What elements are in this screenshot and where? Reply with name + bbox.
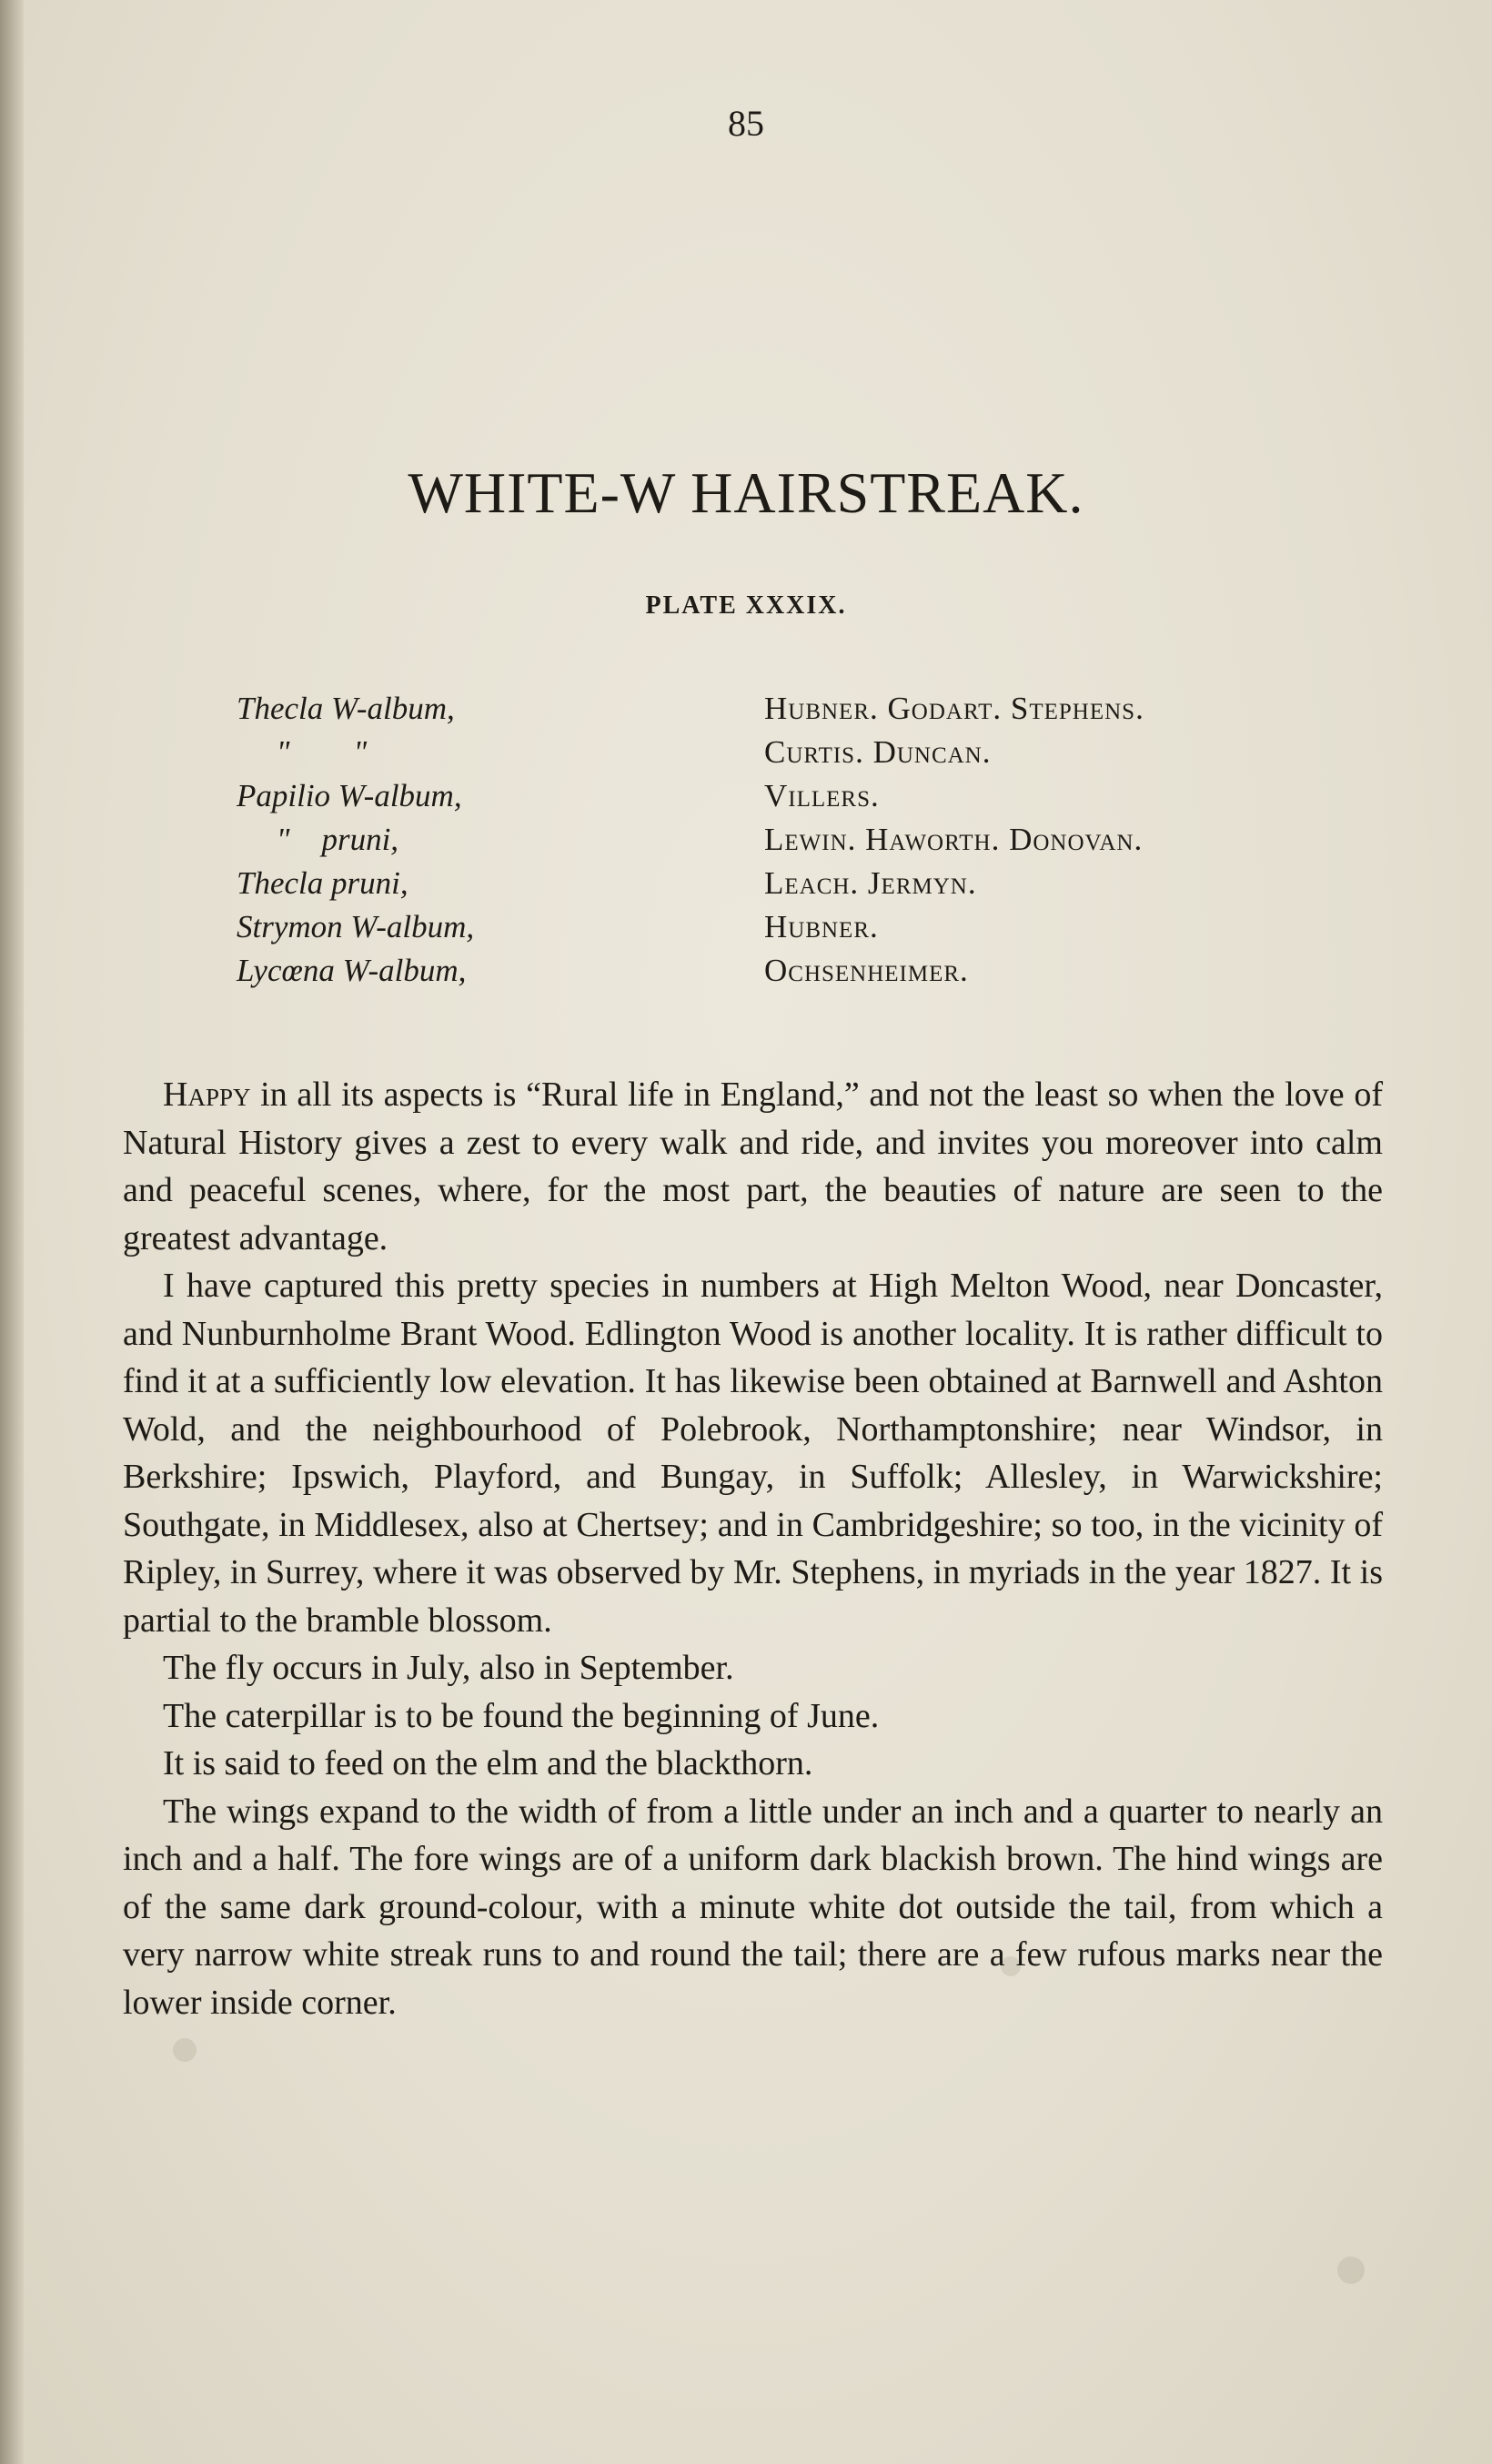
synonym-authorities: Villers. bbox=[764, 778, 880, 813]
paragraph-intro bbox=[123, 1071, 1383, 1262]
synonym-name: Thecla W-album, bbox=[237, 691, 455, 726]
paragraph-description: The wings expand to the width of from a little under an inch and a quarter to nearly an inch and a half. The fore wings are of a uniform dark blackish brown. The hind wings are of the same dark ground-colour, with a minute white dot outside the tail, from which a very narrow white streak runs to and round the tail; there are a few rufous marks near the lower inside corner. bbox=[123, 1792, 1383, 2022]
paragraph-localities: I have captured this pretty species in numbers at High Melton Wood, near Doncaster, and Nunburnholme Brant Wood. Edlington Wood is another locality. It is rather difficult to find it at a sufficiently low elevation. It has likewise been obtained at Barnwell and Ashton Wold, and the neighbourhood of Polebrook, Northamptonshire; near Windsor, in Berkshire; Ipswich, Playford, and Bungay, in Suffolk; Allesley, in Warwickshire; Southgate, in Middlesex, also at Chertsey; and in Cambridgeshire; so too, in the vicinity of Ripley, in Surrey, where it was observed by Mr. Stephens, in myriads in the year 1827. It is partial to the bramble blossom. bbox=[123, 1267, 1383, 1640]
foxing-spot bbox=[173, 2038, 197, 2062]
synonym-authorities: Leach. Jermyn. bbox=[764, 865, 977, 901]
synonym-authorities: Curtis. Duncan. bbox=[764, 734, 992, 770]
body-text bbox=[123, 1071, 1383, 2026]
synonym-name: Lycœna W-album, bbox=[237, 953, 467, 988]
synonym-row bbox=[237, 731, 1328, 774]
plate-label: PLATE XXXIX. bbox=[645, 591, 847, 620]
synonymy-list bbox=[237, 687, 1328, 993]
paragraph-intro-text: in all its aspects is “Rural life in England,” and not the least so when the love of Natural History gives a zest to every walk and ride, and invites you moreover into calm and peaceful scenes, where, for the most part, the beauties of nature are seen to the greatest advantage. bbox=[123, 1075, 1383, 1257]
synonym-name: Papilio W-album, bbox=[237, 778, 462, 813]
synonym-row bbox=[237, 687, 1328, 731]
synonym-row bbox=[237, 774, 1328, 818]
foxing-spot bbox=[1337, 2257, 1365, 2284]
page-title: WHITE-W HAIRSTREAK. bbox=[408, 460, 1084, 525]
synonym-row bbox=[237, 949, 1328, 993]
page-number: 85 bbox=[728, 103, 764, 144]
synonym-row bbox=[237, 905, 1328, 949]
synonym-authorities: Hubner. bbox=[764, 909, 879, 944]
paragraph-food-plant: It is said to feed on the elm and the blackthorn. bbox=[163, 1744, 813, 1782]
synonym-name: Strymon W-album, bbox=[237, 909, 475, 944]
synonym-authorities: Lewin. Haworth. Donovan. bbox=[764, 822, 1144, 857]
page-spine-shadow bbox=[0, 0, 24, 2464]
synonym-authorities: Hubner. Godart. Stephens. bbox=[764, 691, 1144, 726]
synonym-name: " pruni, bbox=[237, 822, 399, 857]
synonym-authorities: Ochsenheimer. bbox=[764, 953, 969, 988]
synonym-name: " " bbox=[237, 734, 368, 770]
synonym-name: Thecla pruni, bbox=[237, 865, 408, 901]
paragraph-caterpillar: The caterpillar is to be found the beginning of June. bbox=[163, 1696, 880, 1735]
paragraph-flight-time: The fly occurs in July, also in September. bbox=[163, 1649, 734, 1687]
paragraph-lead-word: Happy bbox=[163, 1075, 251, 1114]
synonym-row bbox=[237, 818, 1328, 862]
synonym-row bbox=[237, 862, 1328, 905]
